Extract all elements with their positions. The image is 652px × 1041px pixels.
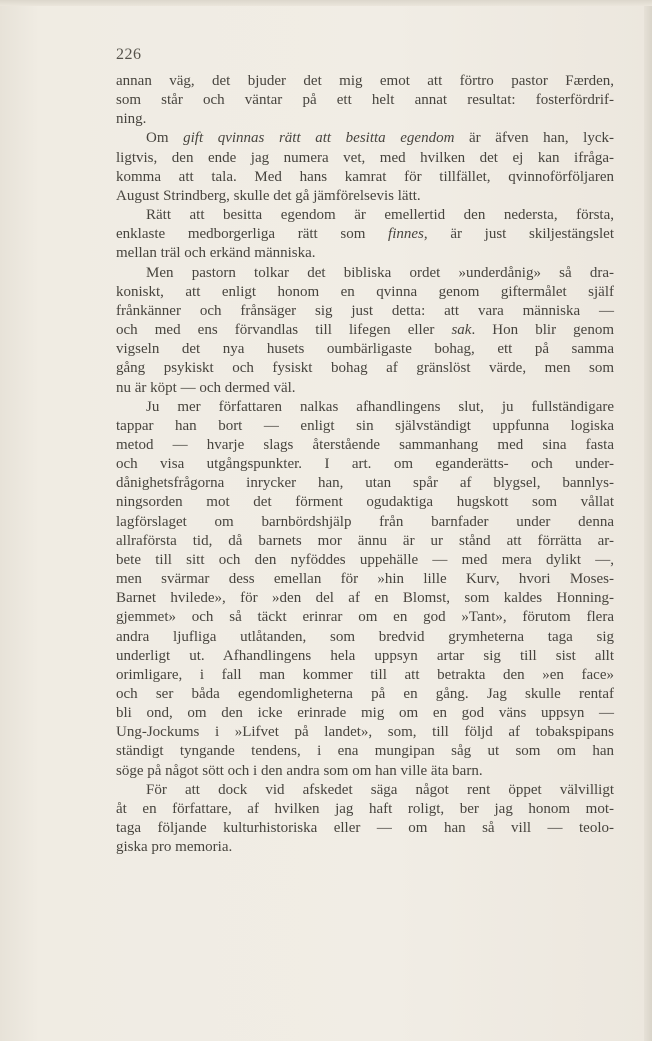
text-line: ligtvis, den ende jag numera vet, med hvilken det ej kan ifråga- — [116, 149, 614, 166]
text-line: Barnet hvilede», för »den del af en Blomst, som kaldes Honning- — [116, 590, 614, 607]
text-line: orimligare, i fall man kommer till att betrakta den »en face» — [116, 666, 614, 683]
text-line: vigseln det nya husets oumbärligaste bohag, ett på samma — [116, 341, 614, 358]
text-line: Om gift qvinnas rätt att besitta egendom är äfven han, lyck- — [146, 130, 615, 147]
text-line: och ser båda egendomligheterna på en gång. Jag skulle rentaf — [116, 686, 614, 702]
text-line: gjemmet» och så täckt erinrar om en god »Tant», förutom flera — [116, 609, 614, 626]
text-line: ständigt tyngande tendens, i ena mungipan såg ut som om han — [116, 743, 614, 760]
text-line: taga följande kulturhistoriska eller — om han så vill — teolo- — [116, 820, 614, 837]
text-line: För att dock vid afskedet säga något rent öppet välvilligt — [146, 781, 614, 798]
text-line: metod — hvarje slags återstående sammanhang med sina fasta — [116, 436, 614, 453]
text-line: andra ljufliga utlåtanden, som bredvid grymheterna taga sig — [116, 628, 614, 645]
text-line: allraförsta tid, då barnets mor ännu är ur stånd att förrätta ar- — [116, 532, 614, 549]
text-line: dånighetsfrågorna inrycker han, utan spår af blygsel, bannlys- — [116, 475, 614, 492]
text-line: Men pastorn tolkar det bibliska ordet »underdånig» så dra- — [146, 264, 614, 281]
text-line: Rätt att besitta egendom är emellertid den nedersta, första, — [146, 207, 614, 224]
body-text — [116, 72, 614, 857]
page-top-edge — [0, 0, 652, 6]
text-line: söge på något sött och i den andra som om han ville äta barn. — [116, 762, 483, 779]
text-line: tappar han bort — enligt sin självständigt uppfunna logiska — [116, 417, 614, 434]
text-line: komma att tala. Med hans kamrat för tillfället, qvinnoförföljaren — [116, 168, 614, 185]
text-line: gång psykiskt och fysiskt bohag af gränslöst värde, men som — [116, 360, 614, 377]
page-number: 226 — [116, 46, 142, 63]
text-line: August Strindberg, skulle det gå jämförelsevis lätt. — [116, 187, 421, 204]
text-line: men svärmar dess emellan för »hin lille Kurv, hvori Moses- — [116, 571, 614, 588]
text-line: Ung-Jockums i »Lifvet på landet», som, till följd af tobakspipans — [116, 724, 614, 741]
text-line: koniskt, att enligt honom en qvinna genom giftermålet själf — [116, 283, 614, 300]
text-line: åt en författare, af hvilken jag haft roligt, ber jag honom mot- — [116, 800, 614, 817]
text-line: som står och väntar på ett helt annat resultat: fosterfördrif- — [116, 92, 614, 109]
text-line: ningsorden mot det förment ogudaktiga hugskott som vållat — [116, 494, 614, 511]
text-line: ning. — [116, 111, 147, 128]
text-line: lagförslaget om barnbördshjälp från barnfader under denna — [116, 513, 614, 530]
text-line: mellan träl och erkänd människa. — [116, 245, 316, 262]
text-line: Ju mer författaren nalkas afhandlingens slut, ju fullständigare — [146, 398, 614, 415]
text-line: giska pro memoria. — [116, 839, 233, 856]
text-line: och med ens förvandlas till lifegen eller sak. Hon blir genom — [116, 322, 614, 339]
page-right-edge — [644, 6, 652, 1041]
text-line: frånkänner och frånsäger sig just detta: att vara människa — — [116, 302, 614, 319]
text-line: bete till sitt och den nyföddes uppehälle — med mera dylikt —, — [116, 551, 614, 568]
text-line: enklaste medborgerliga rätt som finnes, är just skiljestängslet — [116, 226, 614, 243]
text-line: bli ond, om den icke erinrade mig om en god väns uppsyn — — [116, 705, 614, 722]
text-line: annan väg, det bjuder det mig emot att förtro pastor Færden, — [116, 73, 614, 89]
text-line: underligt ut. Afhandlingens hela uppsyn artar sig till sist allt — [116, 647, 614, 664]
text-line: nu är köpt — och dermed väl. — [116, 379, 296, 396]
text-line: och visa utgångspunkter. I art. om eganderätts- och under- — [116, 456, 614, 473]
